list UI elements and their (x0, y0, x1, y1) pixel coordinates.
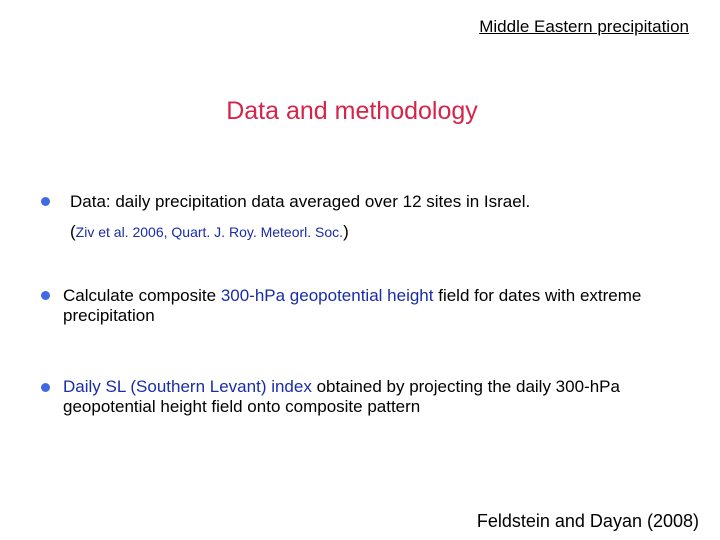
bullet-3-text (63, 377, 620, 417)
bullet-2-text (63, 286, 641, 326)
header-title: Middle Eastern precipitation (479, 17, 689, 36)
bullet-2-line-2: precipitation (63, 306, 155, 325)
bullet-3-post: obtained by projecting the daily 300-hPa (311, 377, 620, 396)
bullet-dot (41, 291, 50, 300)
citation (70, 222, 349, 242)
citation-close: ) (343, 222, 349, 241)
bullet-dot (41, 383, 50, 392)
footer-reference: Feldstein and Dayan (2008) (476, 511, 699, 531)
bullet-1-text (70, 192, 530, 212)
bullet-2-highlight: 300-hPa geopotential height (220, 286, 434, 305)
slide-title: Data and methodology (226, 97, 478, 125)
bullet-2-post: field for dates with extreme (433, 286, 642, 305)
bullet-dot (41, 197, 50, 206)
citation-text: Ziv et al. 2006, Quart. J. Roy. Meteorl. Soc. (75, 224, 344, 240)
bullet-3-highlight: Daily SL (Southern Levant) index (63, 377, 312, 396)
bullet-1-line: Data: daily precipitation data averaged over 12 sites in Israel. (70, 192, 531, 211)
citation-open: ( (70, 222, 76, 241)
bullet-2-line-1 (63, 286, 641, 306)
bullet-3-line-1 (63, 377, 620, 397)
bullet-2-pre: Calculate composite (63, 286, 221, 305)
bullet-3-line-2: geopotential height field onto composite pattern (63, 397, 421, 416)
